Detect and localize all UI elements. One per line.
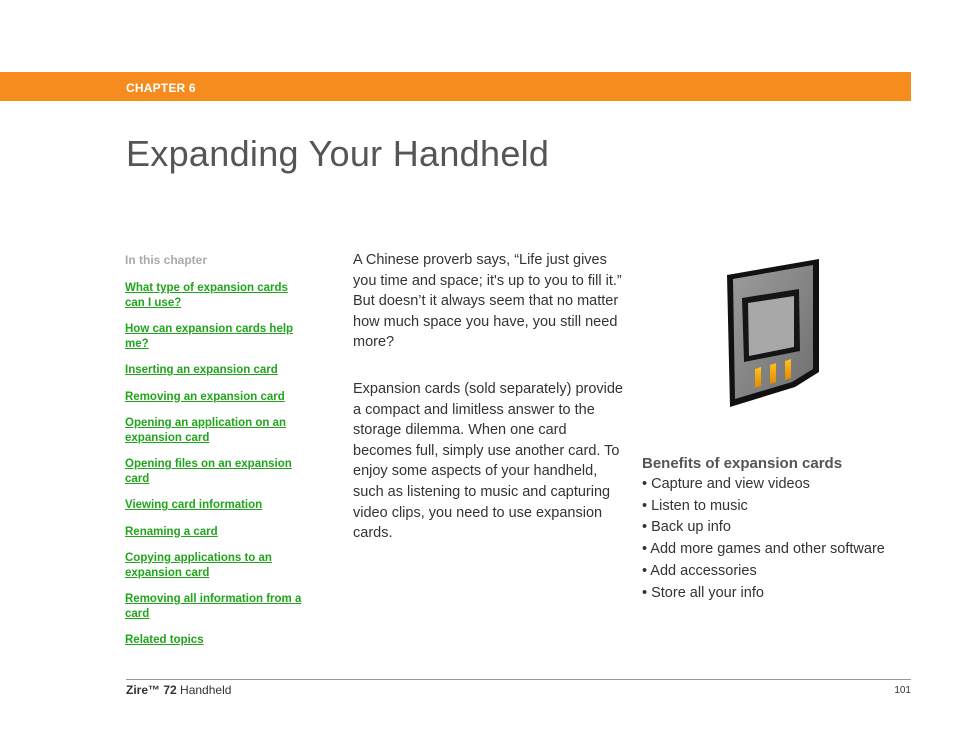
chapter-topic-links bbox=[125, 281, 325, 648]
link-removing-card[interactable]: Removing an expansion card bbox=[125, 390, 285, 403]
link-expansion-card-benefits[interactable]: How can expansion cards help me? bbox=[125, 323, 294, 350]
benefits-title: Benefits of expansion cards bbox=[642, 455, 843, 472]
footer-product-suffix: Handheld bbox=[176, 683, 232, 697]
chapter-label: CHAPTER 6 bbox=[126, 81, 196, 95]
benefit-item: • Add more games and other software bbox=[642, 541, 885, 558]
link-opening-application[interactable]: Opening an application on an expansion card bbox=[125, 417, 287, 444]
footer-product-name bbox=[126, 683, 231, 697]
in-this-chapter-sidebar bbox=[125, 253, 325, 660]
benefits-box bbox=[642, 455, 932, 604]
intro-paragraph-proverb: A Chinese proverb says, “Life just gives you time and space; it's up to you to fill it.” But doesn’t it always seem that no matter how much space you have, you still need more? bbox=[353, 252, 622, 351]
chapter-header-bar bbox=[0, 72, 911, 101]
benefit-item: • Store all your info bbox=[642, 584, 764, 601]
benefit-item: • Add accessories bbox=[642, 562, 757, 579]
link-expansion-card-types[interactable]: What type of expansion cards can I use? bbox=[125, 282, 288, 309]
benefit-item: • Listen to music bbox=[642, 497, 748, 514]
sidebar-heading: In this chapter bbox=[125, 253, 208, 267]
benefit-item: • Back up info bbox=[642, 519, 731, 536]
link-inserting-card[interactable]: Inserting an expansion card bbox=[125, 364, 278, 376]
footer-divider bbox=[126, 679, 911, 680]
link-removing-all-info[interactable]: Removing all information from a card bbox=[125, 593, 302, 620]
link-viewing-card-info[interactable]: Viewing card information bbox=[125, 499, 263, 511]
link-opening-files[interactable]: Opening files on an expansion card bbox=[125, 458, 292, 485]
link-copying-applications[interactable]: Copying applications to an expansion card bbox=[125, 552, 272, 579]
benefits-list bbox=[642, 474, 932, 604]
page-number: 101 bbox=[894, 685, 911, 696]
footer-product-model: Zire™ 72 bbox=[126, 683, 177, 697]
intro-text bbox=[353, 250, 623, 570]
intro-paragraph-cards: Expansion cards (sold separately) provide a compact and limitless answer to the storage dilemma. When one card becomes full, simply use another card. To enjoy some aspects of your handheld, such as listening to music and capturing video clips, you need to use expansion cards. bbox=[353, 380, 623, 542]
benefit-item: • Capture and view videos bbox=[642, 476, 810, 492]
link-related-topics[interactable]: Related topics bbox=[125, 634, 204, 646]
page-title: Expanding Your Handheld bbox=[126, 133, 550, 174]
link-renaming-card[interactable]: Renaming a card bbox=[125, 525, 218, 538]
expansion-card-icon bbox=[724, 256, 824, 408]
